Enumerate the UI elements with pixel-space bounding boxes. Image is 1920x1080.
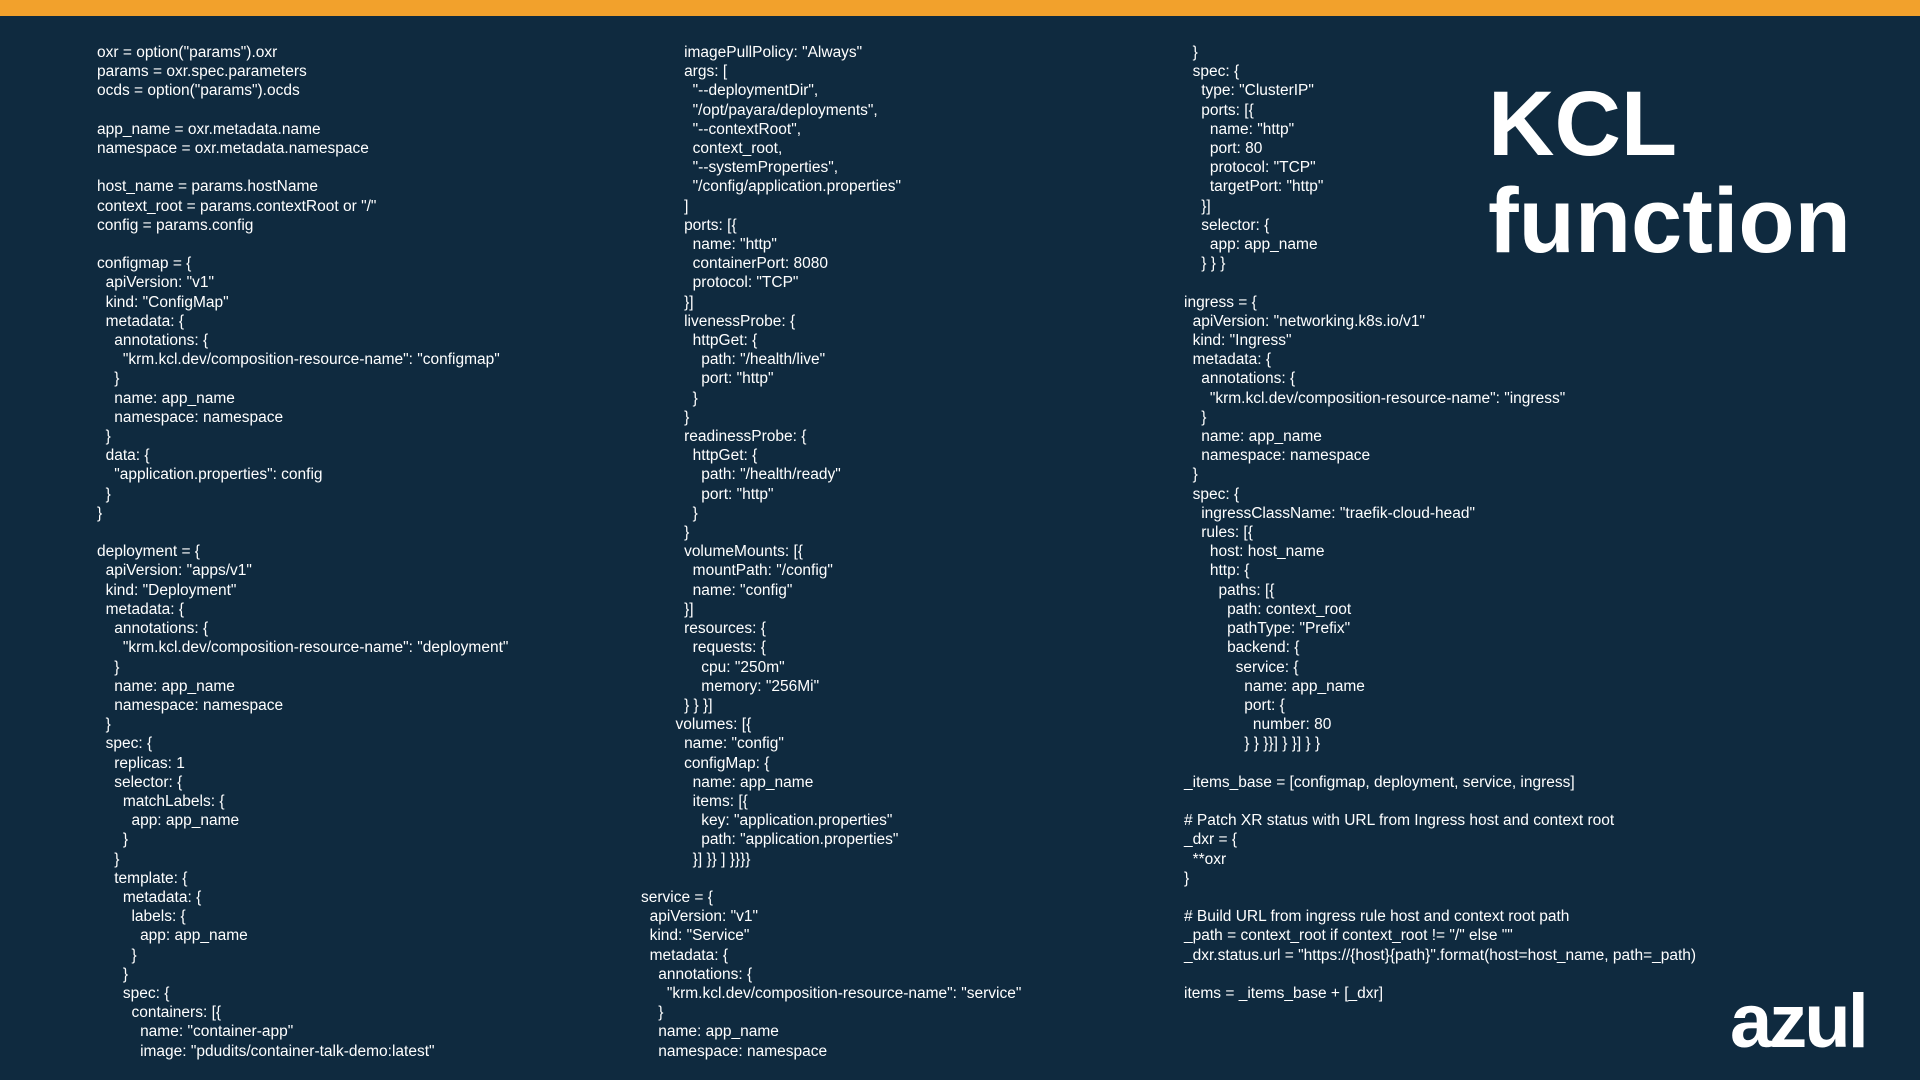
slide-title bbox=[1488, 73, 1851, 272]
slide-title-line2: function bbox=[1488, 170, 1851, 272]
code-column-middle: imagePullPolicy: "Always" args: [ "--deploymentDir", "/opt/payara/deployments", "--contextRoot", context_root, "--systemProperties", "/config/application.properties" ] ports: [{ name: "http" containerPort: 8080 protocol: "TCP" }] livenessProbe: { httpGet: { path: "/health/live" port: "http" } } readinessProbe: { httpGet: { path: "/health/ready" port: "http" } } volumeMounts: [{ mountPath: "/config" name: "config" }] resources: { requests: { cpu: "250m" memory: "256Mi" } } }] volumes: [{ name: "config" configMap: { name: app_name items: [{ key: "application.properties" path: "application.properties" }] }} ] }}}} service = { apiVersion: "v1" kind: "Service" metadata: { annotations: { "krm.kcl.dev/composition-resource-name": "service" } name: app_name namespace: namespace bbox=[641, 44, 1022, 1060]
azul-logo: azul bbox=[1730, 979, 1866, 1064]
slide-title-line1: KCL bbox=[1488, 73, 1678, 175]
code-column-right: } spec: { type: "ClusterIP" ports: [{ name: "http" port: 80 protocol: "TCP" targetPort: "http" }] selector: { app: app_name } } } ingress = { apiVersion: "networking.k8s.io/v1" kind: "Ingress" metadata: { annotations: { "krm.kcl.dev/composition-resource-name": "ingress" } name: app_name namespace: namespace } spec: { ingressClassName: "traefik-cloud-head" rules: [{ host: host_name http: { paths: [{ path: context_root pathType: "Prefix" backend: { service: { name: app_name port: { number: 80 } } }}] } }] } } _items_base = [configmap, deployment, service, ingress] # Patch XR status with URL from Ingress host and context root _dxr = { **oxr } # Build URL from ingress rule host and context root path _path = context_root if context_root != "/" else "" _dxr.status.url = "https://{host}{path}".format(host=host_name, path=_path) items = _items_base + [_dxr] bbox=[1184, 44, 1697, 1002]
code-column-left: oxr = option("params").oxr params = oxr.spec.parameters ocds = option("params").ocds app_name = oxr.metadata.name namespace = oxr.metadata.namespace host_name = params.hostName context_root = params.contextRoot or "/" config = params.config configmap = { apiVersion: "v1" kind: "ConfigMap" metadata: { annotations: { "krm.kcl.dev/composition-resource-name": "configmap" } name: app_name namespace: namespace } data: { "application.properties": config } } deployment = { apiVersion: "apps/v1" kind: "Deployment" metadata: { annotations: { "krm.kcl.dev/composition-resource-name": "deployment" } name: app_name namespace: namespace } spec: { replicas: 1 selector: { matchLabels: { app: app_name } } template: { metadata: { labels: { app: app_name } } spec: { containers: [{ name: "container-app" image: "pdudits/container-talk-demo:latest" bbox=[97, 44, 509, 1060]
top-accent-bar bbox=[0, 0, 1920, 16]
